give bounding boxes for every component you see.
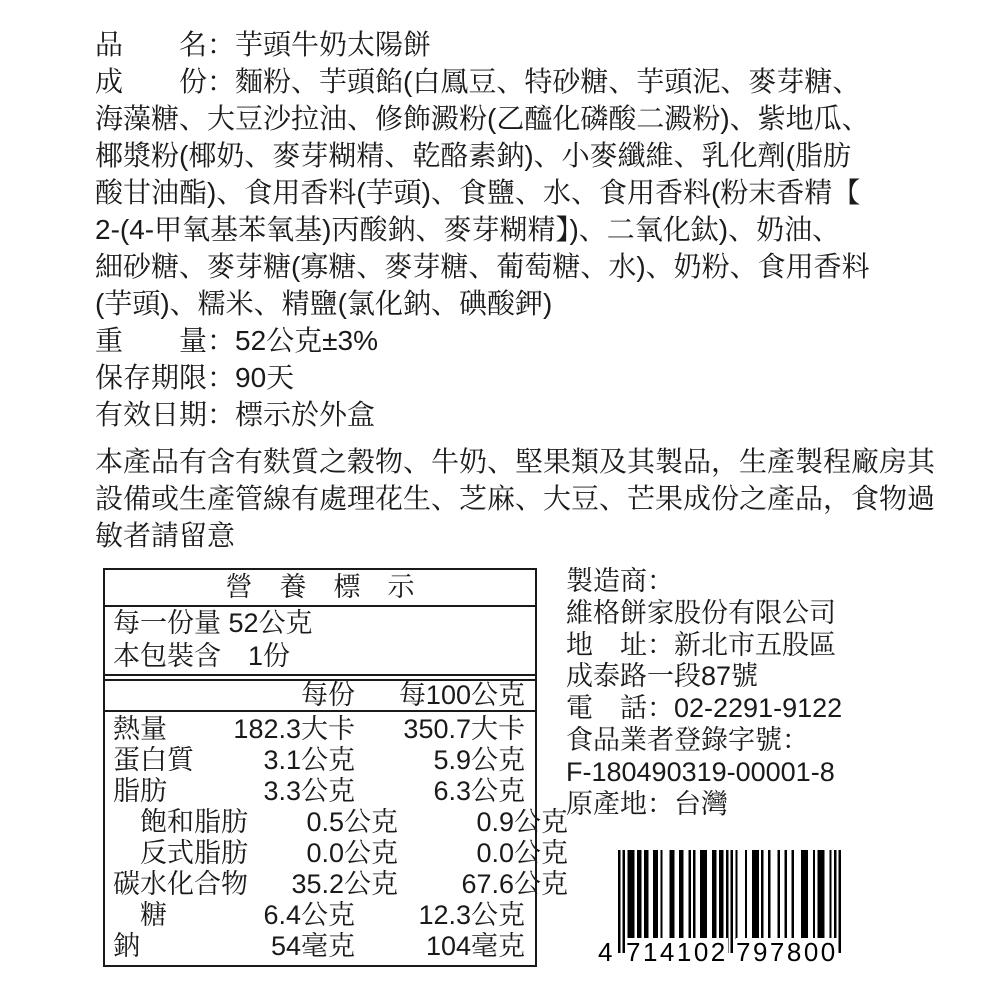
nutrient-per-100g: 0.9公克 [476, 807, 568, 837]
ingredients-line: 海藻糖、大豆沙拉油、修飾澱粉(乙醯化磷酸二澱粉)、紫地瓜、 [95, 103, 870, 134]
nutrient-per-serving: 3.3公克 [263, 776, 355, 806]
allergen-line: 設備或生產管線有處理花生、芝麻、大豆、芒果成份之產品，食物過 [95, 483, 936, 514]
nutrient-per-100g: 12.3公克 [418, 900, 525, 930]
manufacturer-info [566, 566, 842, 820]
nutrient-name: 飽和脂肪 [140, 807, 248, 837]
ean13-barcode [598, 850, 858, 970]
nutrient-name: 蛋白質 [113, 745, 194, 775]
per-100g-header: 每100公克 [398, 680, 525, 710]
column-spacer [113, 681, 205, 710]
ingredients-line: 細砂糖、麥芽糖(寡糖、麥芽糖、葡萄糖、水)、奶粉、食用香料 [95, 251, 870, 282]
nutrition-row [113, 869, 568, 900]
nutrient-per-100g: 6.3公克 [433, 776, 525, 806]
ingredients-line: 椰漿粉(椰奶、麥芽糊精、乾酪素鈉)、小麥纖維、乳化劑(脂肪 [95, 140, 851, 171]
nutrient-per-serving: 54毫克 [270, 931, 355, 961]
nutrient-per-serving: 3.1公克 [263, 745, 355, 775]
nutrition-row [113, 838, 568, 869]
nutrient-per-serving: 35.2公克 [291, 869, 398, 899]
nutrient-name: 糖 [140, 900, 167, 930]
nutrient-per-100g: 104毫克 [425, 931, 525, 961]
allergen-line: 本產品有含有麩質之穀物、牛奶、堅果類及其製品，生產製程廠房其 [95, 446, 936, 477]
manufacturer-name: 維格餅家股份有限公司 [566, 597, 836, 628]
address-line: 成泰路一段87號 [566, 661, 759, 692]
nutrition-row [113, 714, 525, 745]
serving-info [105, 607, 535, 676]
address-line: 地 址：新北市五股區 [566, 629, 836, 660]
serving-size-line: 每一份量 52公克 [113, 608, 313, 638]
barcode-left-digits: 714102 [626, 937, 728, 967]
nutrient-per-serving: 182.3大卡 [233, 714, 355, 744]
product-name-line: 品 名：芋頭牛奶太陽餅 [95, 29, 432, 60]
nutrient-name: 熱量 [113, 714, 167, 744]
nutrient-name: 脂肪 [113, 776, 167, 806]
expiry-date-line: 有效日期：標示於外盒 [95, 399, 376, 430]
registration-label: 食品業者登錄字號： [566, 724, 809, 755]
nutrient-per-100g: 350.7大卡 [403, 714, 525, 744]
barcode-first-digit: 4 [598, 937, 613, 967]
nutrition-facts-table [103, 568, 568, 967]
ingredients-line: (芋頭)、糯米、精鹽(氯化鈉、碘酸鉀) [95, 288, 553, 319]
nutrient-name: 碳水化合物 [113, 869, 248, 899]
registration-number: F-180490319-00001-8 [566, 756, 835, 787]
nutrition-row [113, 900, 525, 931]
nutrition-table-title: 營 養 標 示 [105, 570, 535, 607]
ingredients-line: 2-(4-甲氧基苯氧基)丙酸鈉、麥芽糊精】)、二氧化鈦)、奶油、 [95, 214, 841, 245]
nutrient-name: 反式脂肪 [140, 838, 248, 868]
nutrient-per-100g: 5.9公克 [433, 745, 525, 775]
product-info-text [95, 26, 936, 554]
nutrition-row [113, 807, 568, 838]
nutrient-per-serving: 6.4公克 [263, 900, 355, 930]
servings-per-pack-line: 本包裝含 1份 [113, 641, 291, 671]
origin-line: 原產地：台灣 [566, 788, 728, 819]
per-serving-header: 每份 [301, 680, 355, 710]
nutrient-name: 鈉 [113, 931, 140, 961]
barcode-right-digits: 797800 [736, 937, 838, 967]
nutrient-per-100g: 67.6公克 [461, 869, 568, 899]
nutrition-rows [105, 712, 568, 965]
nutrient-per-serving: 0.0公克 [306, 838, 398, 868]
shelf-life-line: 保存期限：90天 [95, 362, 295, 393]
net-weight-line: 重 量：52公克±3% [95, 325, 378, 356]
nutrient-per-serving: 0.5公克 [306, 807, 398, 837]
allergen-line: 敏者請留意 [95, 520, 236, 551]
phone-line: 電 話：02-2291-9122 [566, 693, 843, 724]
nutrition-row [113, 931, 525, 962]
nutrition-row [113, 776, 525, 807]
nutrition-column-headers [105, 681, 535, 712]
allergen-notice [95, 443, 936, 554]
nutrient-per-100g: 0.0公克 [476, 838, 568, 868]
ingredients-line: 酸甘油酯)、食用香料(芋頭)、食鹽、水、食用香料(粉末香精【 [95, 177, 861, 208]
manufacturer-label: 製造商： [566, 566, 674, 596]
ingredients-line: 成 份：麵粉、芋頭餡(白鳳豆、特砂糖、芋頭泥、麥芽糖、 [95, 66, 861, 97]
nutrition-row [113, 745, 525, 776]
